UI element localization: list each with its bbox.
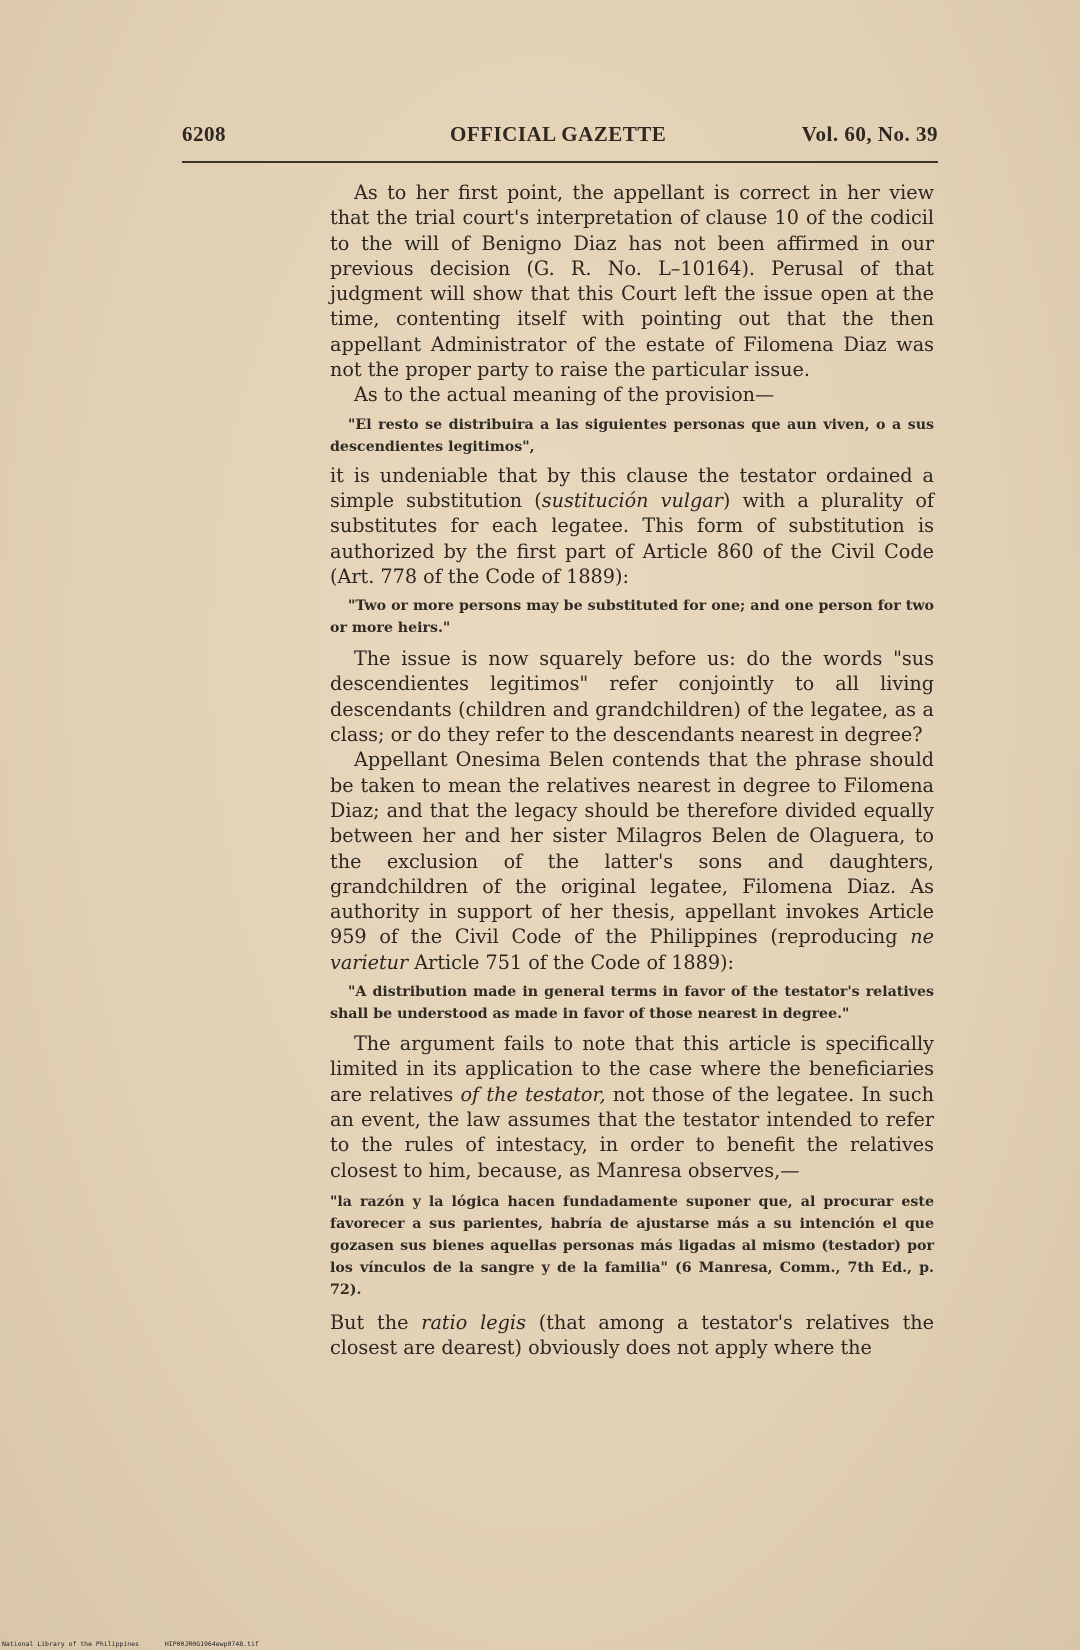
paragraph-3-italic: sustitución vulgar xyxy=(541,488,723,512)
quotation-1: "El resto se distribuira a las siguientes personas que aun viven, o a sus descendientes legitimos", xyxy=(330,416,934,455)
publication-title: OFFICIAL GAZETTE xyxy=(450,122,667,146)
paragraph-7 xyxy=(330,1310,934,1361)
paragraph-3-text-a: it is undeniable that by this clause the testator ordained a simple substitution ( xyxy=(330,463,934,512)
header-rule xyxy=(182,161,938,163)
paragraph-4: The issue is now squarely before us: do the words "sus descendientes legitimos" refer conjointly to all living descendants (children and grandchildren) of the legatee, as a class; or do they refer to the descendants nearest in degree? xyxy=(330,647,934,747)
paragraph-2: As to the actual meaning of the provision— xyxy=(354,383,775,407)
quotation-2: "Two or more persons may be substituted for one; and one person for two or more heirs." xyxy=(330,598,934,637)
paragraph-3 xyxy=(330,463,934,589)
paragraph-7-text-a: But the xyxy=(330,1310,422,1334)
paragraph-3-text-b: ) with a plurality of substitutes for each legatee. This form of substitution is authorized by the first part of Article 860 of the Civil Code (Art. 778 of the Code of 1889): xyxy=(330,488,934,588)
paragraph-6 xyxy=(330,1031,934,1183)
paragraph-5-text-b: Article 751 of the Code of 1889): xyxy=(408,950,735,974)
quotation-3: "A distribution made in general terms in favor of the testator's relatives shall be understood as made in favor of those nearest in degree." xyxy=(330,984,934,1023)
running-header xyxy=(182,122,938,152)
text-column xyxy=(330,180,934,1360)
paragraph-1: As to her first point, the appellant is correct in her view that the trial court's interpretation of clause 10 of the codicil to the will of Benigno Diaz has not been affirmed in our previous decision (G. R. No. L–10164). Perusal of that judgment will show that this Court left the issue open at the time, contenting itself with pointing out that the then appellant Administrator of the estate of Filomena Diaz was not the proper party to raise the particular issue. xyxy=(330,181,934,382)
paragraph-6-text-b: not those of the legatee. In such an event, the law assumes that the testator intended to refer to the rules of intestacy, in order to benefit the relatives closest to him, because, as Manresa observes,— xyxy=(330,1082,934,1182)
paragraph-5 xyxy=(330,747,934,975)
footer-library: National Library of the Philippines xyxy=(2,1640,139,1648)
paragraph-5-italic: ne varietur xyxy=(330,925,934,974)
volume-number: Vol. 60, No. 39 xyxy=(801,122,938,146)
paragraph-5-text-a: Appellant Onesima Belen contends that the phrase should be taken to mean the relatives nearest in degree to Filomena Diaz; and that the legacy should be therefore divided equally between her and her sister Milagros Belen de Olaguera, to the exclusion of the latter's sons and daughters, grandchildren of the original legatee, Filomena Diaz. As authority in support of her thesis, appellant invokes Article 959 of the Civil Code of the Philippines (reproducing xyxy=(330,748,934,949)
quotation-4: "la razón y la lógica hacen fundadamente suponer que, al procurar este favorecer a sus parientes, habría de ajustarse más a su intención el que gozasen sus bienes aquellas personas más ligadas al mismo (testador) por los vínculos de la sangre y de la familia" (6 Manresa, Comm., 7th Ed., p. 72). xyxy=(330,1193,934,1298)
paragraph-6-text-a: The argument fails to note that this article is specifically limited in its application to the case where the beneficiaries are relatives xyxy=(330,1032,934,1106)
scan-footer xyxy=(2,1640,281,1648)
paragraph-7-text-b: (that among a testator's relatives the closest are dearest) obviously does not apply where the xyxy=(330,1310,934,1360)
paragraph-7-italic: ratio legis xyxy=(421,1310,526,1334)
paragraph-6-italic: of the testator, xyxy=(460,1082,606,1106)
footer-file: HIP00JR0G1964ewp0748.tif xyxy=(164,1640,259,1648)
page-number: 6208 xyxy=(182,122,226,146)
